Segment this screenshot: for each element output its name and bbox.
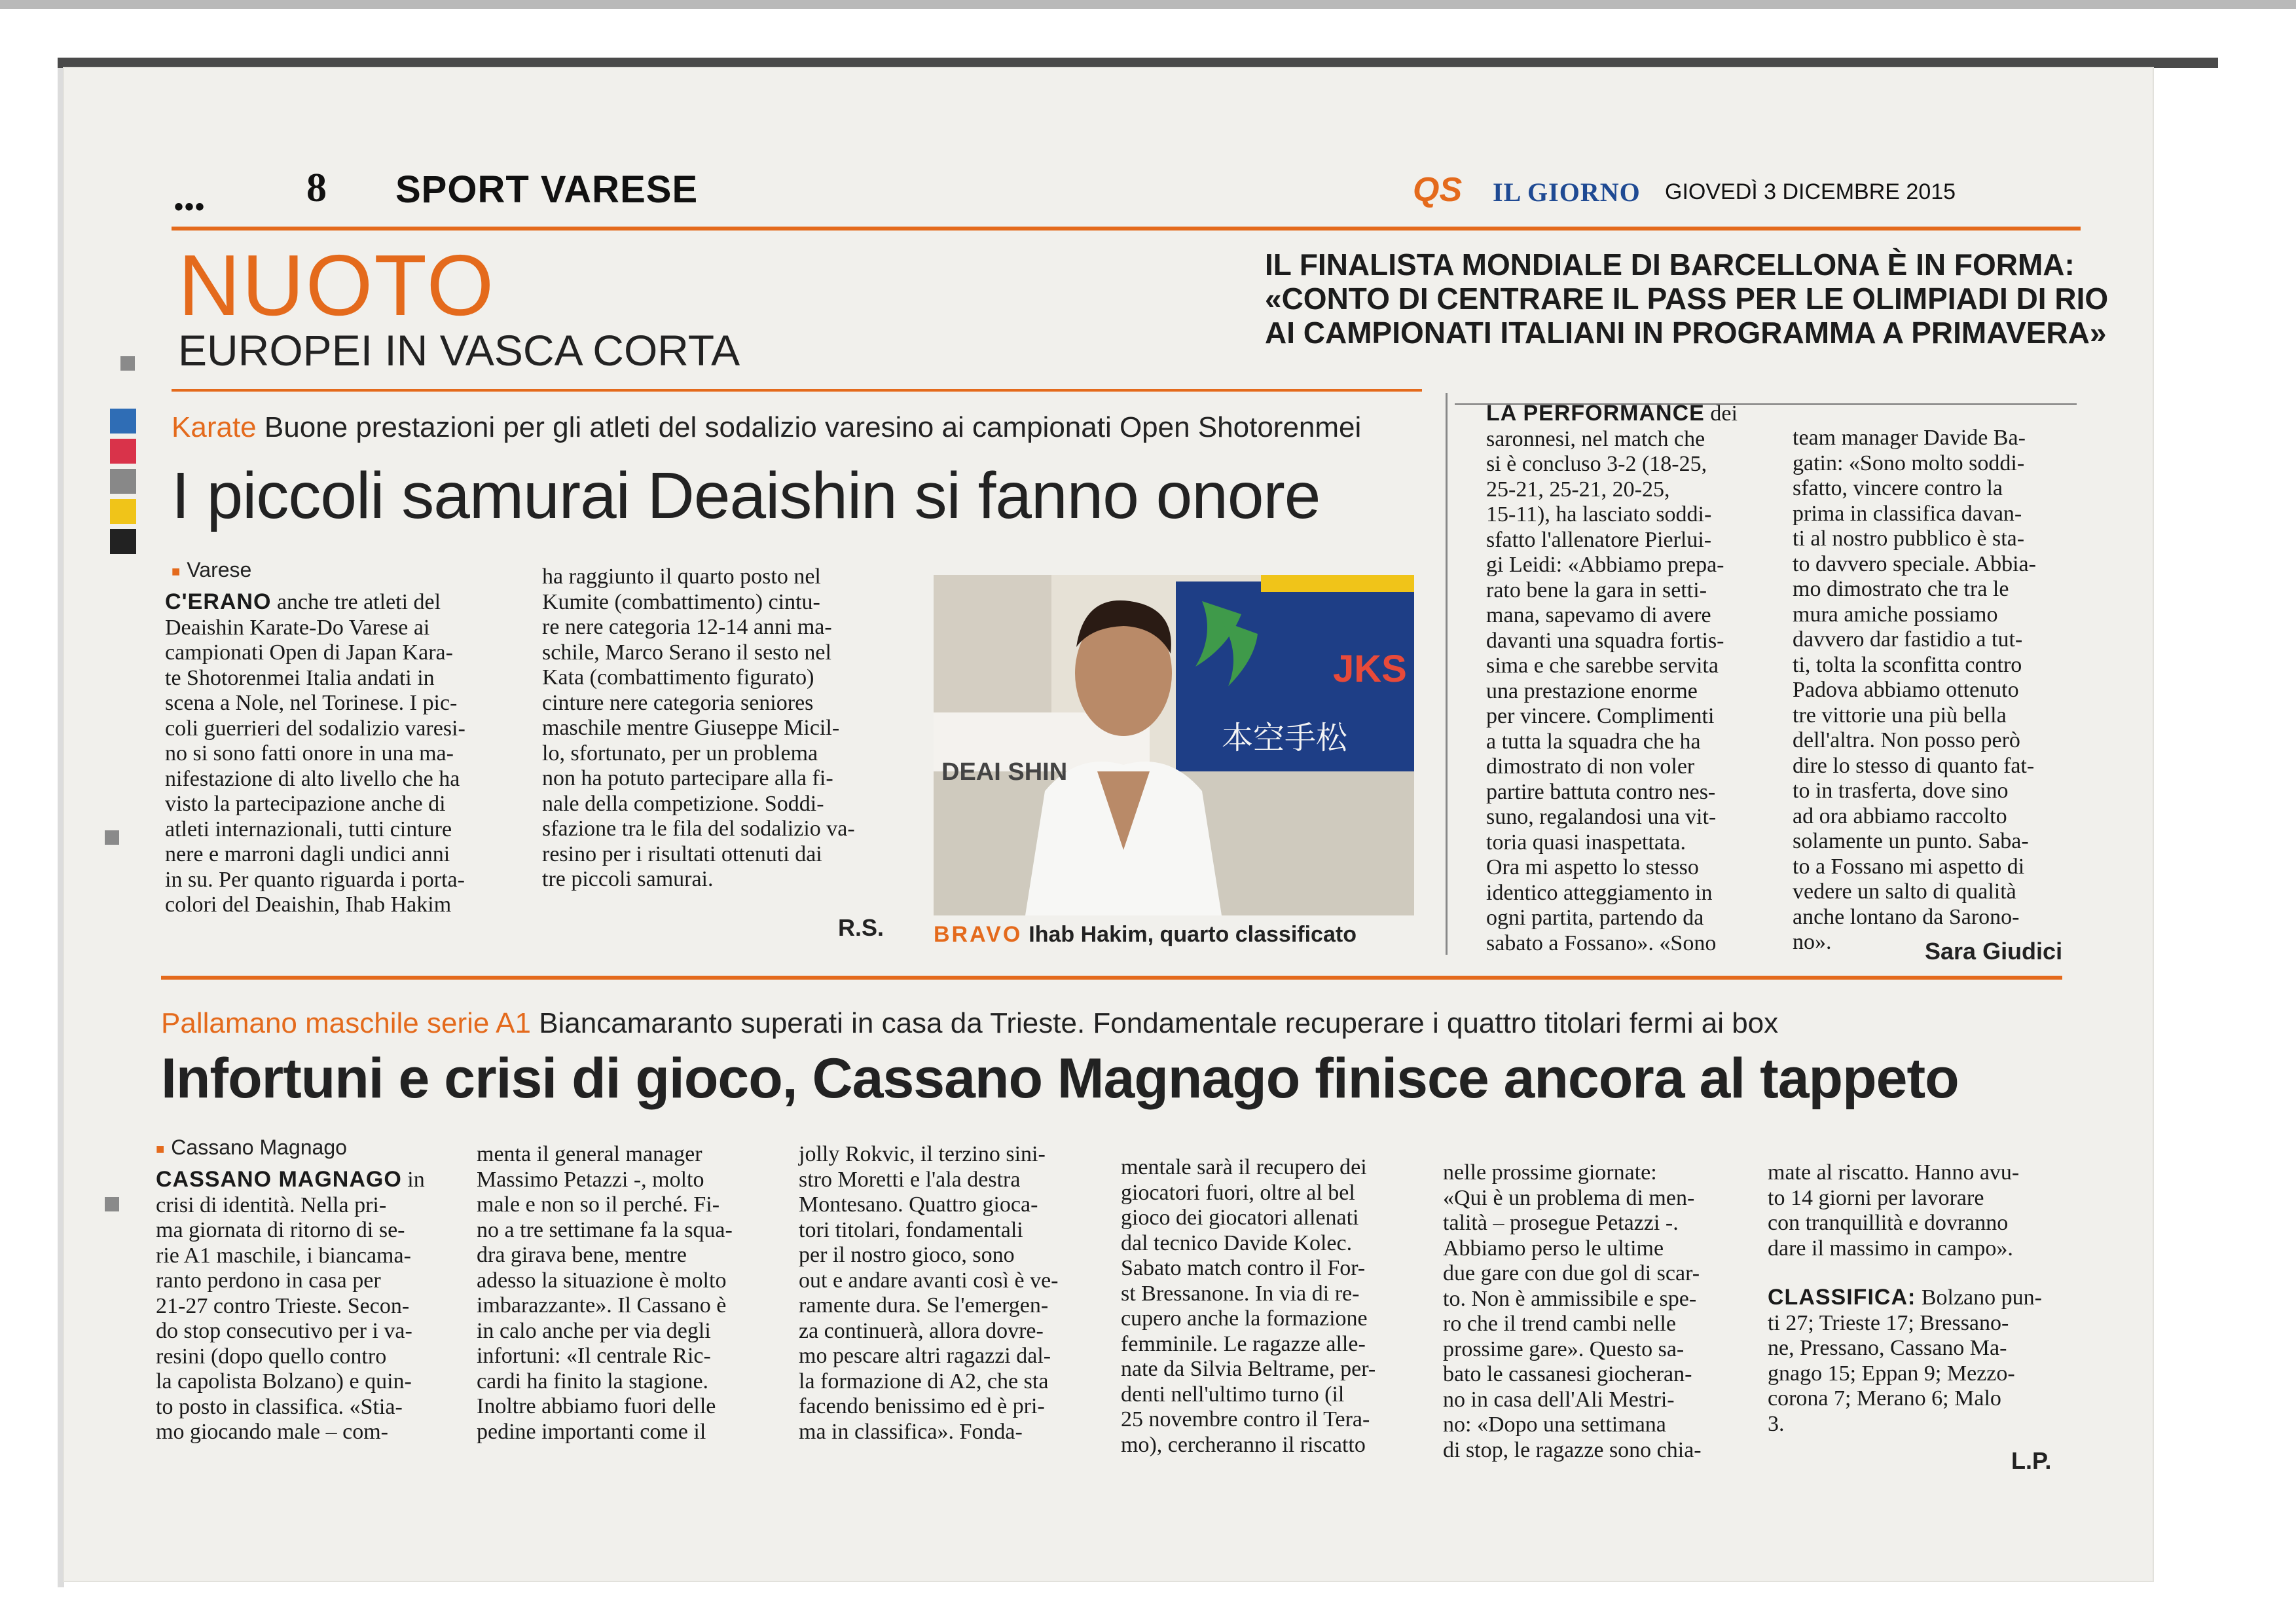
nuoto-subtitle: EUROPEI IN VASCA CORTA [178, 326, 740, 375]
text-line: femminile. Le ragazze alle- [1121, 1331, 1366, 1356]
caption-kicker: BRAVO [934, 922, 1023, 947]
text-line: crisi di identità. Nella pri- [156, 1192, 387, 1217]
text-line: atleti internazionali, tutti cinture [165, 817, 452, 841]
text-line: to a Fossano mi aspetto di [1793, 854, 2025, 879]
photo-caption [934, 922, 1357, 948]
pallamano-column-6 [1768, 1160, 2058, 1437]
text-line: ranto perdono in casa per [156, 1268, 381, 1293]
karate-dateline [172, 558, 251, 582]
karate-kicker-text: Buone prestazioni per gli atleti del sodalizio varesino ai campionati Open Shotorenmei [264, 411, 1362, 443]
pallamano-kicker-text: Biancamaranto superati in casa da Trieste. Fondamentale recuperare i quattro titolari fermi ai box [539, 1007, 1779, 1039]
text-line: dal tecnico Davide Kolec. [1121, 1230, 1353, 1255]
pallamano-top-rule [161, 976, 2062, 980]
text-line: Inoltre abbiamo fuori delle [477, 1394, 716, 1418]
text-line: ne, Pressano, Cassano Ma- [1768, 1336, 2007, 1360]
text-line: resino per i risultati ottenuti dai [542, 841, 822, 866]
text-line: sima e che sarebbe servita [1486, 654, 1719, 678]
karate-signature: R.S. [838, 914, 884, 941]
text-line: Padova abbiamo ottenuto [1793, 678, 2019, 702]
text-line: identico atteggiamento in [1486, 880, 1713, 905]
text-line: ad ora abbiamo raccolto [1793, 803, 2007, 828]
text-line: dell'altra. Non posso però [1793, 728, 2020, 752]
text-line: nifestazione di alto livello che ha [165, 766, 460, 791]
text-line: vedere un salto di qualità [1793, 879, 2016, 904]
text-line: gatin: «Sono molto soddi- [1793, 451, 2025, 475]
text-line: anche lontano da Sarono- [1793, 904, 2020, 929]
text-line: anche tre atleti del [276, 590, 441, 614]
text-line: Bolzano pun- [1921, 1285, 2042, 1310]
text-line: rie A1 maschile, i biancama- [156, 1243, 411, 1268]
dateline-square-icon: ■ [172, 563, 181, 580]
text-line: davanti una squadra fortis- [1486, 628, 1724, 653]
text-line: ogni partita, partendo da [1486, 906, 1704, 930]
text-line: za continuerà, allora dovre- [799, 1318, 1044, 1343]
text-line: nelle prossime giornate: [1443, 1160, 1657, 1185]
register-mark [120, 356, 135, 371]
text-line: Abbiamo perso le ultime [1443, 1236, 1664, 1261]
text-line: te Shotorenmei Italia andati in [165, 665, 435, 690]
text-line: maschile mentre Giuseppe Micil- [542, 716, 840, 740]
text-line: do stop consecutivo per i va- [156, 1319, 412, 1343]
color-bar-yellow [110, 499, 136, 524]
text-line: male e non so il perché. Fi- [477, 1192, 720, 1217]
text-line: ha raggiunto il quarto posto nel [542, 564, 821, 589]
text-line: no». [1793, 930, 1832, 954]
text-line: non ha potuto partecipare alla fi- [542, 766, 833, 790]
header-dots: ••• [174, 193, 206, 221]
scan-shadow-edge [58, 58, 2218, 68]
text-line: mura amiche possiamo [1793, 602, 1998, 627]
pallamano-column-4 [1121, 1155, 1409, 1458]
text-line: in su. Per quanto riguarda i porta- [165, 867, 465, 892]
text-line: jolly Rokvic, il terzino sini- [799, 1142, 1046, 1166]
color-bar-grey [110, 469, 136, 494]
pallamano-dateline [156, 1135, 347, 1160]
text-line: sabato a Fossano». «Sono [1486, 931, 1717, 955]
text-line: mo dimostrato che tra le [1793, 577, 2009, 601]
text-line: Montesano. Quattro gioca- [799, 1192, 1038, 1217]
text-line: ti, tolta la sconfitta contro [1793, 652, 2022, 677]
text-line: bato le cassanesi giocheran- [1443, 1362, 1692, 1386]
text-line: campionati Open di Japan Kara- [165, 640, 453, 665]
karate-dateline-text: Varese [187, 558, 252, 581]
text-line: dei [1704, 401, 1738, 426]
show-through-text [452, 249, 910, 280]
text-line: no a tre settimane fa la squa- [477, 1217, 733, 1242]
text-line: to 14 giorni per lavorare [1768, 1185, 1984, 1210]
text-line: to posto in classifica. «Stia- [156, 1394, 403, 1419]
photo-jks-logo: JKS [1333, 648, 1407, 690]
text-line: 25 novembre contro il Tera- [1121, 1407, 1370, 1431]
color-bar-red [110, 439, 136, 464]
pallamano-column-2 [477, 1142, 765, 1445]
text-line: schile, Marco Serano il sesto nel [542, 640, 831, 665]
text-line: lo, sfortunato, per un problema [542, 741, 818, 766]
text-line: tori titolari, fondamentali [799, 1217, 1023, 1242]
text-line: mo giocando male – com- [156, 1420, 389, 1444]
text-line: ti al nostro pubblico è sta- [1793, 526, 2025, 551]
text-line: Kata (combattimento figurato) [542, 665, 814, 690]
text-line: 21-27 contro Trieste. Secon- [156, 1293, 410, 1318]
text-line: prossime gare». Questo sa- [1443, 1337, 1685, 1361]
caption-text: Ihab Hakim, quarto classificato [1029, 922, 1357, 947]
karate-column-1 [165, 589, 508, 918]
text-line: no si sono fatti onore in una ma- [165, 741, 454, 766]
text-line: dra girava bene, mentre [477, 1243, 687, 1267]
karate-column-2 [542, 564, 889, 893]
text-line: ti 27; Trieste 17; Bressano- [1768, 1310, 2009, 1335]
text-line: dimostrato di non voler [1486, 754, 1695, 779]
text-line: adesso la situazione è molto [477, 1268, 727, 1293]
text-line: per il nostro gioco, sono [799, 1243, 1015, 1267]
karate-lead-word: C'ERANO [165, 589, 272, 614]
text-line: sfazione tra le fila del sodalizio va- [542, 817, 855, 841]
text-line: suno, regalandosi una vit- [1486, 805, 1717, 829]
text-line: ma in classifica». Fonda- [799, 1419, 1023, 1444]
text-line: dire lo stesso di quanto fat- [1793, 753, 2035, 778]
scan-top-edge [0, 0, 2296, 9]
page-number: 8 [306, 166, 327, 210]
brand-paper-logo: IL GIORNO [1493, 177, 1641, 207]
text-line: mo), cercheranno il riscatto [1121, 1432, 1366, 1457]
header-rule [172, 227, 2081, 231]
issue-date: GIOVEDÌ 3 DICEMBRE 2015 [1665, 179, 1956, 204]
color-bar-blue [110, 409, 136, 434]
text-line: gi Leidi: «Abbiamo prepa- [1486, 553, 1724, 577]
text-line: scena a Nole, nel Torinese. I pic- [165, 691, 458, 715]
karate-headline: I piccoli samurai Deaishin si fanno onore [172, 459, 1321, 532]
text-line: la formazione di A2, che sta [799, 1369, 1049, 1393]
classifica-lead: CLASSIFICA: [1768, 1285, 1916, 1310]
color-bar-black [110, 529, 136, 554]
text-line: facendo benissimo ed è pri- [799, 1394, 1045, 1418]
text-line: coli guerrieri del sodalizio varesi- [165, 716, 465, 741]
page-header [110, 164, 2081, 221]
text-line: in calo anche per via degli [477, 1318, 711, 1343]
dateline-square-icon: ■ [156, 1140, 165, 1157]
text-line: Massimo Petazzi -, molto [477, 1167, 704, 1192]
pallamano-lead: CASSANO MAGNAGO [156, 1167, 402, 1192]
section-title: SPORT VARESE [395, 168, 699, 211]
nuoto-quote-line: «CONTO DI CENTRARE IL PASS PER LE OLIMPIADI DI RIO [1265, 282, 2109, 316]
text-line: cinture nere categoria seniores [542, 690, 814, 715]
karate-kicker-sport: Karate [172, 411, 257, 443]
text-line: talità – prosegue Petazzi -. [1443, 1211, 1679, 1235]
text-line: dare il massimo in campo». [1768, 1236, 2013, 1261]
text-line: team manager Davide Ba- [1793, 426, 2026, 450]
pallamano-kicker-sport: Pallamano maschile serie A1 [161, 1007, 531, 1039]
performance-lead: LA PERFORMANCE [1486, 401, 1705, 426]
text-line: gioco dei giocatori allenati [1121, 1206, 1359, 1230]
text-line: giocatori fuori, oltre al bel [1121, 1180, 1355, 1205]
text-line: prima in classifica davan- [1793, 501, 2022, 526]
text-line: mo pescare altri ragazzi dal- [799, 1344, 1051, 1368]
text-line: due gare con due gol di scar- [1443, 1261, 1700, 1285]
text-line: con tranquillità e dovranno [1768, 1211, 2009, 1235]
text-line: una prestazione enorme [1486, 678, 1698, 703]
register-mark [105, 830, 119, 845]
pallamano-column-3 [799, 1142, 1087, 1445]
brand-qs-logo: QS [1413, 171, 1463, 209]
text-line: Sabato match contro il For- [1121, 1256, 1366, 1280]
text-line: sfatto, vincere contro la [1793, 476, 2003, 500]
nuoto-title: NUOTO [178, 237, 496, 333]
text-line: imbarazzante». Il Cassano è [477, 1293, 727, 1318]
text-line: ma giornata di ritorno di se- [156, 1218, 405, 1242]
nuoto-quote-line: IL FINALISTA MONDIALE DI BARCELLONA È IN FORMA: [1265, 248, 2075, 282]
text-line: 3. [1768, 1411, 1785, 1436]
text-line: la capolista Bolzano) e quin- [156, 1369, 412, 1393]
pallamano-column-1 [156, 1167, 440, 1445]
text-line: gnago 15; Eppan 9; Mezzo- [1768, 1361, 2015, 1386]
text-line: di stop, le ragazze sono chia- [1443, 1437, 1702, 1462]
text-line: mate al riscatto. Hanno avu- [1768, 1160, 2020, 1185]
pallamano-dateline-text: Cassano Magnago [171, 1135, 347, 1159]
karate-photo [934, 575, 1414, 915]
photo-banner-text: DEAI SHIN [941, 758, 1068, 786]
text-line: pedine importanti come il [477, 1419, 706, 1444]
text-line: per vincere. Complimenti [1486, 704, 1715, 728]
pallamano-kicker [161, 1007, 1778, 1040]
karate-kicker [172, 411, 1361, 444]
text-line: out e andare avanti così è ve- [799, 1268, 1059, 1293]
text-line: rato bene la gara in setti- [1486, 578, 1707, 602]
text-line: cardi ha finito la stagione. [477, 1369, 709, 1393]
text-line: Kumite (combattimento) cintu- [542, 589, 820, 614]
text-line: Ora mi aspetto lo stesso [1486, 855, 1699, 879]
performance-column-2 [1793, 426, 2070, 955]
text-line: no: «Dopo una settimana [1443, 1412, 1666, 1437]
text-line: st Bressanone. In via di re- [1121, 1281, 1360, 1306]
text-line: visto la partecipazione anche di [165, 792, 446, 816]
text-line: si è concluso 3-2 (18-25, [1486, 452, 1707, 476]
text-line: tre piccoli samurai. [542, 867, 714, 891]
text-line: to in trasferta, dove sino [1793, 779, 2009, 803]
pallamano-headline: Infortuni e crisi di gioco, Cassano Magnago finisce ancora al tappeto [161, 1047, 1959, 1110]
text-line: 25-21, 25-21, 20-25, [1486, 477, 1670, 502]
performance-column-1 [1486, 401, 1764, 956]
column-divider [1446, 393, 1448, 955]
text-line: mentale sarà il recupero dei [1121, 1155, 1367, 1179]
karate-top-rule [172, 389, 1422, 392]
text-line: davvero dar fastidio a tut- [1793, 627, 2023, 652]
text-line: a tutta la squadra che ha [1486, 729, 1701, 754]
text-line: resini (dopo quello contro [156, 1344, 387, 1369]
nuoto-quote-line: AI CAMPIONATI ITALIANI IN PROGRAMMA A PRIMAVERA» [1265, 316, 2107, 350]
photo-kanji-text: 本空手松 [1222, 720, 1348, 756]
text-line: saronnesi, nel match che [1486, 426, 1705, 451]
pallamano-column-5 [1443, 1160, 1731, 1463]
text-line: nale della competizione. Soddi- [542, 791, 824, 816]
spacer [1768, 1261, 2058, 1285]
text-line: denti nell'ultimo turno (il [1121, 1382, 1345, 1407]
text-line: colori del Deaishin, Ihab Hakim [165, 893, 452, 917]
text-line: nate da Silvia Beltrame, per- [1121, 1357, 1376, 1381]
text-line: mana, sapevamo di avere [1486, 603, 1711, 627]
text-line: stro Moretti e l'ala destra [799, 1167, 1021, 1192]
text-line: sfatto l'allenatore Pierlui- [1486, 527, 1712, 552]
pallamano-signature: L.P. [2011, 1447, 2052, 1474]
text-line: «Qui è un problema di men- [1443, 1185, 1695, 1210]
text-line: partire battuta contro nes- [1486, 779, 1716, 804]
text-line: in [401, 1168, 425, 1192]
text-line: to davvero speciale. Abbia- [1793, 551, 2036, 576]
text-line: to. Non è ammissibile e spe- [1443, 1286, 1697, 1311]
text-line: re nere categoria 12-14 anni ma- [542, 615, 832, 639]
text-line: solamente un punto. Saba- [1793, 829, 2029, 853]
text-line: toria quasi inaspettata. [1486, 830, 1686, 855]
text-line: tre vittorie una più bella [1793, 703, 2007, 728]
text-line: nere e marroni dagli undici anni [165, 842, 450, 866]
text-line: no in casa dell'Ali Mestri- [1443, 1387, 1675, 1412]
scan-left-edge [58, 68, 64, 1587]
text-line: 15-11), ha lasciato soddi- [1486, 502, 1712, 526]
text-line: corona 7; Merano 6; Malo [1768, 1386, 2001, 1411]
nuoto-quote [1265, 248, 2109, 350]
text-line: ramente dura. Se l'emergen- [799, 1293, 1049, 1318]
text-line: infortuni: «Il centrale Ric- [477, 1344, 711, 1368]
text-line: menta il general manager [477, 1142, 702, 1166]
text-line: cupero anche la formazione [1121, 1306, 1368, 1331]
text-line: ro che il trend cambi nelle [1443, 1312, 1676, 1336]
performance-signature: Sara Giudici [1925, 938, 2063, 965]
register-mark [105, 1197, 119, 1211]
text-line: Deaishin Karate-Do Varese ai [165, 615, 430, 640]
